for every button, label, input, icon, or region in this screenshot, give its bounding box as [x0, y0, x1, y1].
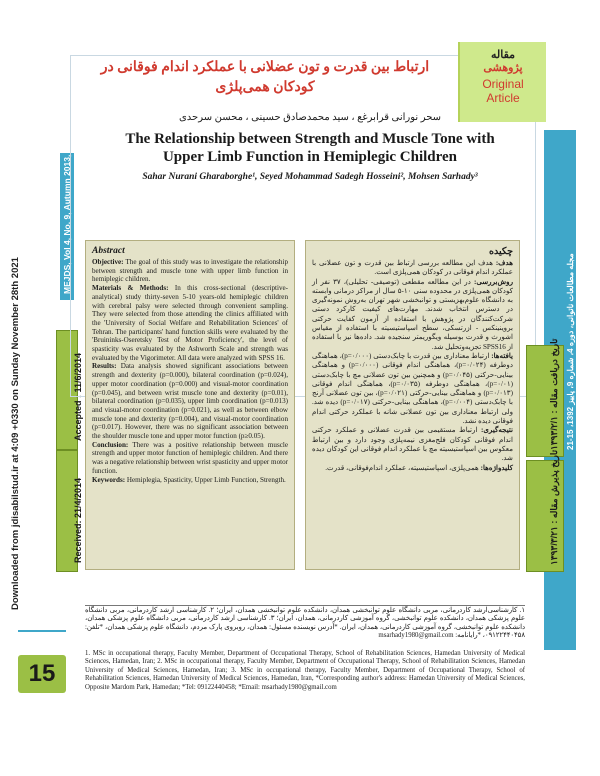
accepted-tab-persian	[526, 449, 564, 572]
footnote-english: 1. MSc in occupational therapy, Faculty Member, Department of Occupational Therapy, School of Rehabilitation Sciences, Hamedan University of Medical Sciences, Hamedan, Iran; 2. MSc in occupational therapy, Faculty Member, Department of Occupational Therapy, School of Rehabilitation Sciences, Hamedan University of Medical Sciences, Hamedan, Iran; 3. MSc in occupational therapy, Faculty Member, Department of Occupational Therapy, School of Rehabilitation Sciences, Hamedan University of Medical Sciences, Hamedan, Iran, *Corresponding author's address: Hamedan University of Medical Sciences, Opposite Mardom Park, Hamedan; *Tel: 09122440458; *Email: msarhady1980@gmail.com	[85, 650, 525, 691]
conclusion-label-persian: نتیجه‌گیری:	[481, 426, 513, 435]
keywords-text-persian: همی‌پلژی، اسپاستیسیته، عملکرد اندام‌فوقانی، قدرت.	[325, 463, 479, 472]
title-persian: ارتباط بین قدرت و تون عضلانی با عملکرد اندام فوقانی در کودکان همی‌پلژی	[100, 60, 430, 95]
abstract-heading: Abstract	[92, 246, 125, 256]
conclusion-text: There was a positive relationship between muscle strength and upper motor function of hemiplegic children. And there was a negative relationship between wrist spasticity and upper motor function.	[92, 440, 288, 475]
results-text: Data analysis showed significant associations between strength and dexterity (p=0.000), bilateral coordination (p=0.024), upper motor coordination (p=0.000) and visual-motor coordination (p=0.045), and between wrist muscle tone and dexterity (p=0.01), bilateral coordination (p=0.035), upper limb coordination (p=0.013) and visual-motor coordination (p=0.021), as well as between elbow muscle tone and dexterity (p=0.004), and visual-motor coordination (p=0.017). However, there was no significant association between the shoulder muscle tone and upper motor function (p≥0.05).	[92, 362, 288, 441]
footnote-persian: ۱. کارشناسی‌ارشد کاردرمانی، مربی دانشگاه علوم توانبخشی همدان، دانشکده علوم توانبخشی همدان، ایران؛ ۲. کارشناسی ارشد کاردرمانی، مربی دانشگاه علوم پزشکی همدان، دانشکده علوم توانبخشی، گروه آموزشی کاردرمانی، همدان، ایران؛ ۳. کارشناسی ارشد کاردرمانی، مربی دانشگاه علوم پزشکی همدان، دانشکده علوم توانبخشی، گروه آموزشی کاردرمانی، همدان، ایران. *آدرس نویسنده مسئول: همدان، روبروی پارک مردم، دانشگاه علوم پزشکی همدان، *تلفن: ۰۹۱۲۲۴۴۰۴۵۸، *رایانامه: msarhady1980@gmail.com	[85, 607, 525, 640]
objective-paragraph	[92, 258, 288, 284]
methods-paragraph	[92, 284, 288, 362]
methods-label: Materials & Methods:	[92, 284, 169, 293]
footnote-divider	[85, 605, 525, 606]
methods-paragraph-persian	[312, 278, 513, 352]
keywords-paragraph	[92, 476, 288, 485]
abstract-heading-persian: چکیده	[489, 247, 513, 257]
journal-citation-persian: مجله مطالعات ناتوانی، دوره 4، شماره 9، پاییز 1392، 15-21	[566, 253, 575, 450]
title-english: The Relationship between Strength and Muscle Tone with Upper Limb Function in Hemiplegic Children	[125, 131, 495, 165]
objective-text: The goal of this study was to investigate the relationship between strength and muscle tone with upper limb function in hemiplegic children.	[92, 258, 288, 284]
authors-persian: سحر نورانی قرابرغع ، سید محمدصادق حسینی ، محسن سرحدی	[178, 112, 442, 123]
methods-text-persian: در این مطالعه مقطعی (توصیفی- تحلیلی)، ۳۷ نفر از کودکان همی‌پلژی در محدوده سنی ۱۰-۵ سال از مراکز درمانی وابسته به دانشگاه علوم‌بهزیستی و توانبخشی شهر تهران به‌روش نمونه‌گیری در دسترس انتخاب شدند. مهارت‌های کیفیت کارکرد دستی شرکت‌کنندگان در پژوهش با استفاده از آزمون کفایت حرکتی بروینینکس - ازرتسکی، سطح اسپاستیسیته با استفاده از مقیاس اشورث و قدرت بوسیله ویگوریمتر سنجیده شد. داده‌ها نیز با استفاده از SPSS16 تجزیه‌وتحلیل شد.	[312, 277, 513, 351]
conclusion-paragraph	[92, 441, 288, 476]
badge-en-1: Original	[482, 77, 524, 91]
received-date: Received: 21/4/2014	[73, 477, 83, 563]
received-tab	[56, 450, 83, 572]
badge-fa-2: پژوهشی	[483, 62, 523, 74]
results-paragraph-persian	[312, 352, 513, 426]
authors-english: Sahar Nurani Gharaborghe¹, Seyed Mohammad Sadegh Hosseini², Mohsen Sarhady³	[142, 172, 478, 182]
results-paragraph	[92, 362, 288, 440]
received-date-persian: تاریخ دریافت مقاله : ۱۳۹۳/۲/۱	[549, 338, 559, 450]
conclusion-paragraph-persian	[312, 426, 513, 463]
download-note: Downloaded from jdisabilstud.ir at 4:09 +0330 on Sunday November 28th 2021	[10, 257, 21, 610]
objective-label: Objective:	[92, 258, 124, 266]
keywords-label: Keywords:	[92, 475, 126, 484]
accepted-date-persian: تاریخ پذیرش مقاله : ۱۳۹۳/۳/۲۱	[549, 449, 559, 565]
badge-fa-1: مقاله	[490, 49, 516, 61]
journal-citation-vertical: MEJDS, Vol 4, No. 9, Autumn 2013, 15-21	[60, 153, 74, 300]
methods-label-persian: روش‌بررسی:	[473, 277, 513, 286]
results-label-persian: یافته‌ها:	[491, 351, 514, 360]
conclusion-label: Conclusion:	[92, 440, 129, 449]
accepted-date: Accepted : 11/6/2014	[73, 352, 83, 441]
results-text-persian: ارتباط معناداری بین قدرت با چابک‌دستی (p=۰/۰۰۰)، هماهنگی دوطرفه (p=۰/۰۲۴)، هماهنگی اندام فوقانی (p=۰/۰۰۰) و هماهنگی بینایی-حرکتی (p=۰/۰۴۵) و همچنین بین تون عضلانی مچ با چابک‌دستی (p=۰/۰۱)، هماهنگی دوطرفه (p=۰/۰۳۵)، هماهنگی اندام فوقانی (p=۰/۰۱۳) و هماهنگی بینایی-حرکتی (p=۰/۰۲۱)، بین تون عضلانی آرنج با چابک‌دستی (p=۰/۰۰۴)، هماهنگی بینایی-حرکتی (p=۰/۰۱۷) دیده شد. ولی ارتباط معناداری بین تون عضلانی شانه با عملکرد حرکتی اندام فوقانی دیده نشد.	[312, 351, 514, 426]
abstract-persian	[305, 240, 520, 570]
objective-paragraph-persian	[312, 259, 513, 278]
conclusion-text-persian: ارتباط مستقیمی بین قدرت عضلانی و عملکرد حرکتی اندام فوقانی کودکان فلج‌مغزی نیمه‌پلژی وجود دارد و بین ارتباط معکوس بین اسپاستیسیته مچ با عملکرد اندام فوقانی این کودکان دیده شد.	[312, 426, 513, 463]
methods-text: In this cross-sectional (descriptive-analytical) study thirty-seven 5-10 years-old hemiplegic children with cerebral palsy were selected through convenient sampling. They were selected from those attending the clinics affiliated with the 'University of Social Welfare and Rehabilitation Sciences' of Tehran. The participants' hand function skills were evaluated by the 'Bruininks-Oseretsky Test of Motor Proficiency', the level of spasticity was evaluated by the Ashworth Scale and strength was evaluated by the Vigorimeter. All data were analyzed with SPSS 16.	[92, 284, 289, 362]
page-number-rule	[18, 630, 66, 632]
received-tab-persian	[526, 338, 564, 457]
objective-text-persian: هدف این مطالعه بررسی ارتباط بین قدرت و تون عضلانی با عملکرد اندام فوقانی در کودکان همی‌پلژی است.	[312, 259, 513, 277]
original-article-badge	[458, 42, 546, 122]
keywords-paragraph-persian	[312, 464, 513, 473]
page-number: 15	[18, 655, 66, 693]
keywords-label-persian: کلیدواژه‌ها:	[480, 463, 513, 472]
badge-en-2: Article	[486, 91, 520, 105]
results-label: Results:	[92, 362, 117, 371]
keywords-text: Hemiplegia, Spasticity, Upper Limb Function, Strength.	[126, 475, 286, 484]
abstract-english	[85, 240, 295, 570]
objective-label-persian: هدف:	[495, 259, 513, 267]
